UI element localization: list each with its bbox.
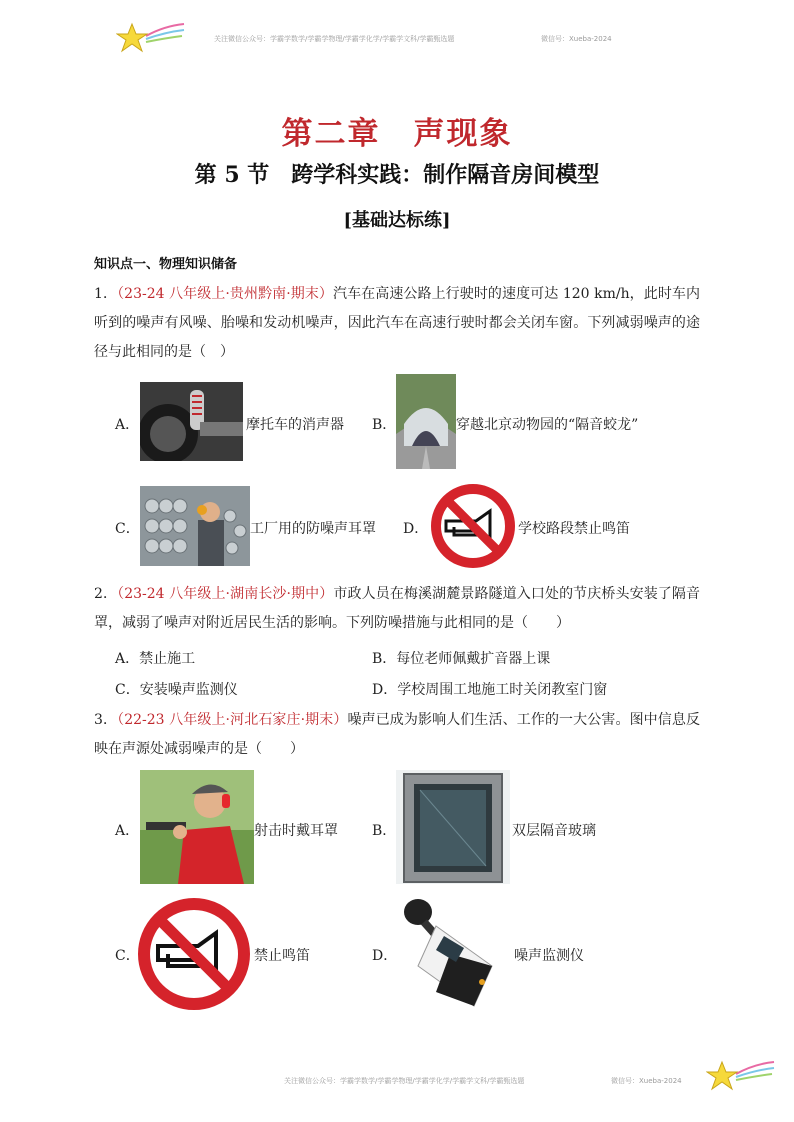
- noise-meter-image: [396, 896, 512, 1012]
- q3-option-c-text: 禁止鸣笛: [254, 948, 310, 964]
- q2-option-b: B．每位老师佩戴扩音器上课: [372, 651, 551, 667]
- q1-option-a-text: 摩托车的消声器: [246, 417, 344, 433]
- q2-option-c: C．安装噪声监测仪: [115, 682, 238, 698]
- q1-option-c-letter: C．: [115, 521, 140, 537]
- q3-option-d-letter: D．: [372, 948, 398, 964]
- chapter-title: 第二章 声现象: [281, 116, 513, 152]
- question-text: 噪声已成为影响人们生活、工作的一大公害。图中信息反映在声源处减弱噪声的是（ ）: [94, 712, 700, 757]
- knowledge-point-heading: 知识点一、物理知识储备: [94, 257, 238, 272]
- question-number: 3．: [94, 712, 118, 728]
- q2-option-a: A．禁止施工: [115, 651, 196, 667]
- q1-option-b-letter: B．: [372, 417, 397, 433]
- question-3: [94, 706, 700, 764]
- no-honking-sign-icon: [136, 896, 252, 1012]
- question-source: （23-24 八年级上·贵州黔南·期末）: [117, 286, 334, 302]
- q3-option-c-letter: C．: [115, 948, 140, 964]
- no-honking-sign-icon: [428, 483, 518, 569]
- q3-option-a-text: 射击时戴耳罩: [254, 823, 338, 839]
- question-text: 市政人员在梅溪湖麓景路隧道入口处的节庆桥头安装了隔音罩，减弱了噪声对附近居民生活的影响。下列防噪措施与此相同的是（ ）: [94, 586, 700, 631]
- question-1: [94, 280, 700, 367]
- question-number: 1．: [94, 286, 118, 302]
- header-wechat: 微信号：Xueba-2024: [541, 35, 612, 43]
- footer-wechat: 微信号：Xueba-2024: [611, 1077, 682, 1085]
- question-2: [94, 580, 700, 638]
- q1-option-a-letter: A．: [115, 417, 140, 433]
- motorcycle-muffler-image: [140, 382, 243, 461]
- section-title: 第 5 节 跨学科实践：制作隔音房间模型: [194, 162, 600, 188]
- shooter-earmuffs-image: [140, 770, 254, 884]
- q3-option-b-text: 双层隔音玻璃: [512, 823, 596, 839]
- question-text: 汽车在高速公路上行驶时的速度可达 120 km/h，此时车内听到的噪声有风噪、胎噪和发动机噪声，因此汽车在高速行驶时都会关闭车窗。下列减弱噪声的途径与此相同的是（ ）: [94, 286, 700, 360]
- q1-option-d-text: 学校路段禁止鸣笛: [518, 521, 630, 537]
- q3-option-d-text: 噪声监测仪: [514, 948, 584, 964]
- q2-option-d: D．学校周围工地施工时关闭教室门窗: [372, 682, 608, 698]
- q1-option-b-text: 穿越北京动物园的“隔音蛟龙”: [456, 417, 639, 433]
- question-source: （23-24 八年级上·湖南长沙·期中）: [117, 586, 334, 602]
- footer-links: 关注微信公众号：学霸学数学/学霸学物理/学霸学化学/学霸学文科/学霸甄选题: [284, 1077, 525, 1085]
- star-logo-icon: [116, 20, 186, 58]
- q3-option-a-letter: A．: [115, 823, 140, 839]
- header-links: 关注微信公众号：学霸学数学/学霸学物理/学霸学化学/学霸学文科/学霸甄选题: [214, 35, 455, 43]
- noise-barrier-tunnel-image: [396, 374, 456, 469]
- q3-option-b-letter: B．: [372, 823, 397, 839]
- q1-option-c-text: 工厂用的防噪声耳罩: [250, 521, 376, 537]
- practice-title: [基础达标练]: [343, 210, 451, 231]
- question-source: （22-23 八年级上·河北石家庄·期末）: [117, 712, 348, 728]
- double-glazed-glass-image: [396, 770, 510, 884]
- factory-earmuffs-image: [140, 486, 250, 566]
- question-number: 2．: [94, 586, 118, 602]
- q1-option-d-letter: D．: [403, 521, 429, 537]
- star-logo-icon: [706, 1058, 776, 1096]
